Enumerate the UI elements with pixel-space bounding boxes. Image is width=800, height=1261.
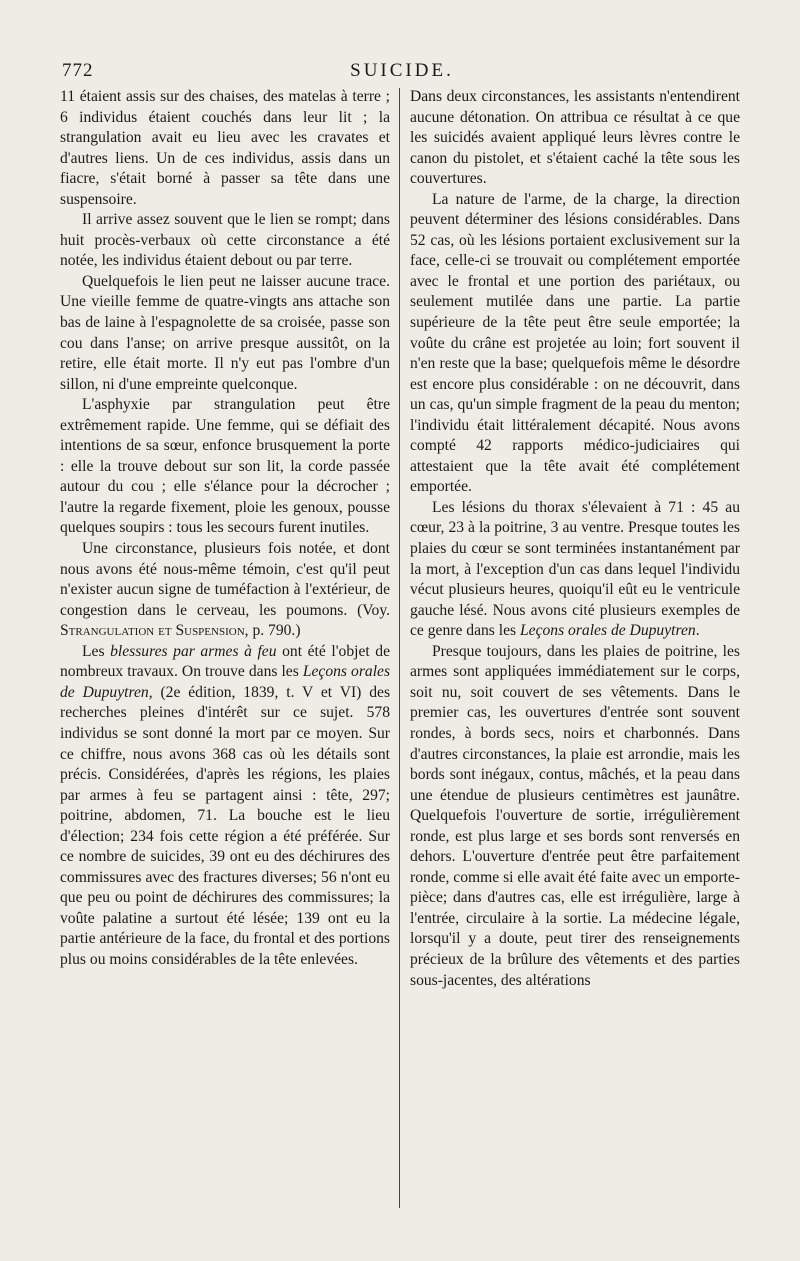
column-divider xyxy=(399,88,400,1208)
paragraph: Quelquefois le lien peut ne laisser aucune trace. Une vieille femme de quatre-vingts ans attache son bas de laine à l'espagnolette de sa croisée, passe son cou dans l'anse; on arrive presque aussitôt, on la retire, elle était morte. Il n'y eut pas l'ombre d'un sillon, ni d'une empreinte quelconque. xyxy=(60,272,390,393)
paragraph-text: Les lésions du thorax s'élevaient à 71 : 45 au cœur, 23 à la poitrine, 3 au ventre. Presque toutes les plaies du cœur se sont terminées instantanément par la mort, à l'exception d'un cas dans lequel l'individu vécut plusieurs heures, quoiqu'il eût eu le ventricule gauche lésé. Nous avons cité plusieurs exemples de ce genre dans les xyxy=(410,498,740,640)
paragraph: 11 étaient assis sur des chaises, des matelas à terre ; 6 individus étaient couchés dans leur lit ; la strangulation avait eu lieu avec les cravates et d'autres liens. Un de ces individus, assis dans un fiacre, s'était borné à passer sa tête dans une suspensoire. xyxy=(60,88,390,208)
cross-reference: Strangulation et Suspension xyxy=(60,622,245,640)
paragraph-text: . xyxy=(695,622,700,640)
paragraph-text: ont été l'objet de nombreux travaux. On trouve dans les xyxy=(60,642,390,681)
italic-phrase: blessures par armes à feu xyxy=(110,642,277,660)
paragraph-text: , (2e édition, 1839, t. V et VI) des recherches pleines d'intérêt sur ce sujet. 578 individus se sont donné la mort par ce moyen. Sur ce chiffre, nous avons 368 cas où les détails sont précis. Considérées, d'après les régions, les plaies par armes à feu se partagent ainsi : tête, 297; poitrine, abdomen, 71. La bouche est le lieu d'élection; 234 fois cette région a été préférée. Sur ce nombre de suicides, 39 ont eu des déchirures des commissures avec des fractures diverses; 56 n'ont eu que peu ou point de déchirures des commissures; la voûte palatine a surtout été lésée; 139 ont eu la partie antérieure de la face, du frontal et des portions plus ou moins considérables de la tête enlevées. xyxy=(60,683,391,968)
paragraph xyxy=(60,642,390,971)
page-number: 772 xyxy=(62,60,94,81)
paragraph-text: Une circonstance, plusieurs fois notée, et dont nous avons été nous-même témoin, c'est qu'il peut n'exister aucun signe de tuméfaction à l'extérieur, de congestion dans le cerveau, les poumons. (Voy. xyxy=(60,540,390,619)
paragraph: Il arrive assez souvent que le lien se rompt; dans huit procès-verbaux où cette circonstance a été notée, les individus étaient debout ou par terre. xyxy=(60,211,390,270)
paragraph xyxy=(60,539,390,642)
book-title: Leçons orales de Dupuytren xyxy=(60,663,391,701)
paragraph: La nature de l'arme, de la charge, la direction peuvent déterminer des lésions considérables. Dans 52 cas, où les lésions portaient exclusivement sur la face, celle-ci se trouvait ou complétement emportée avec le frontal et une portion des pariétaux, ou seulement mutilée dans une partie. La partie supérieure de la tête peut être seule emportée; la voûte du crâne est projetée au loin; fort souvent il n'en reste que la base; quelquefois même le désordre est encore plus considérable : on ne découvrit, dans un cas, qu'un simple fragment de la peau du menton; l'individu était littéralement décapité. Nous avons compté 42 rapports médico-judiciaires qui attestaient que la tête avait été complétement emportée. xyxy=(410,190,740,496)
paragraph: L'asphyxie par strangulation peut être extrêmement rapide. Une femme, qui se défiait des intentions de sa sœur, enfonce brusquement la porte : elle la trouve debout sur son lit, la corde passée autour du cou ; elle s'élance pour la décrocher ; l'autre la regarde fixement, ploie les genoux, pousse quelques soupirs : tous les secours furent inutiles. xyxy=(60,396,390,537)
paragraph-text: , p. 790.) xyxy=(244,622,301,640)
paragraph xyxy=(410,498,740,642)
book-title: Leçons orales de Dupuytren xyxy=(519,622,696,640)
paragraph: Dans deux circonstances, les assistants n'entendirent aucune détonation. On attribua ce résultat à ce que les suicidés avaient appliqué leurs lèvres contre le canon du pistolet, et s'étaient caché la tête sous les couvertures. xyxy=(410,88,740,188)
page-header xyxy=(62,60,742,86)
right-column xyxy=(410,87,740,991)
running-title: SUICIDE. xyxy=(350,60,454,81)
left-column xyxy=(60,87,390,971)
paragraph: Presque toujours, dans les plaies de poitrine, les armes sont appliquées immédiatement sur le corps, soit nu, soit couvert de ses vêtements. Dans le premier cas, les ouvertures d'entrée sont souvent rondes, à bords secs, noirs et charbonnés. Dans d'autres circonstances, la plaie est arrondie, mais les bords sont inégaux, contus, mâchés, et la peau dans une étendue de plusieurs centimètres est jaunâtre. Quelquefois l'ouverture de sortie, irrégulièrement ronde, est plus large et ses bords sont renversés en dehors. L'ouverture d'entrée peut être parfaitement ronde, comme si elle avait été faite avec un emporte-pièce; dans d'autres cas, elle est irrégulière, large à l'entrée, circulaire à la sortie. La médecine légale, lorsqu'il y a doute, peut tirer des renseignements précieux de la brûlure des vêtements et des parties sous-jacentes, des altérations xyxy=(410,642,740,989)
paragraph-text: Les xyxy=(82,642,111,660)
